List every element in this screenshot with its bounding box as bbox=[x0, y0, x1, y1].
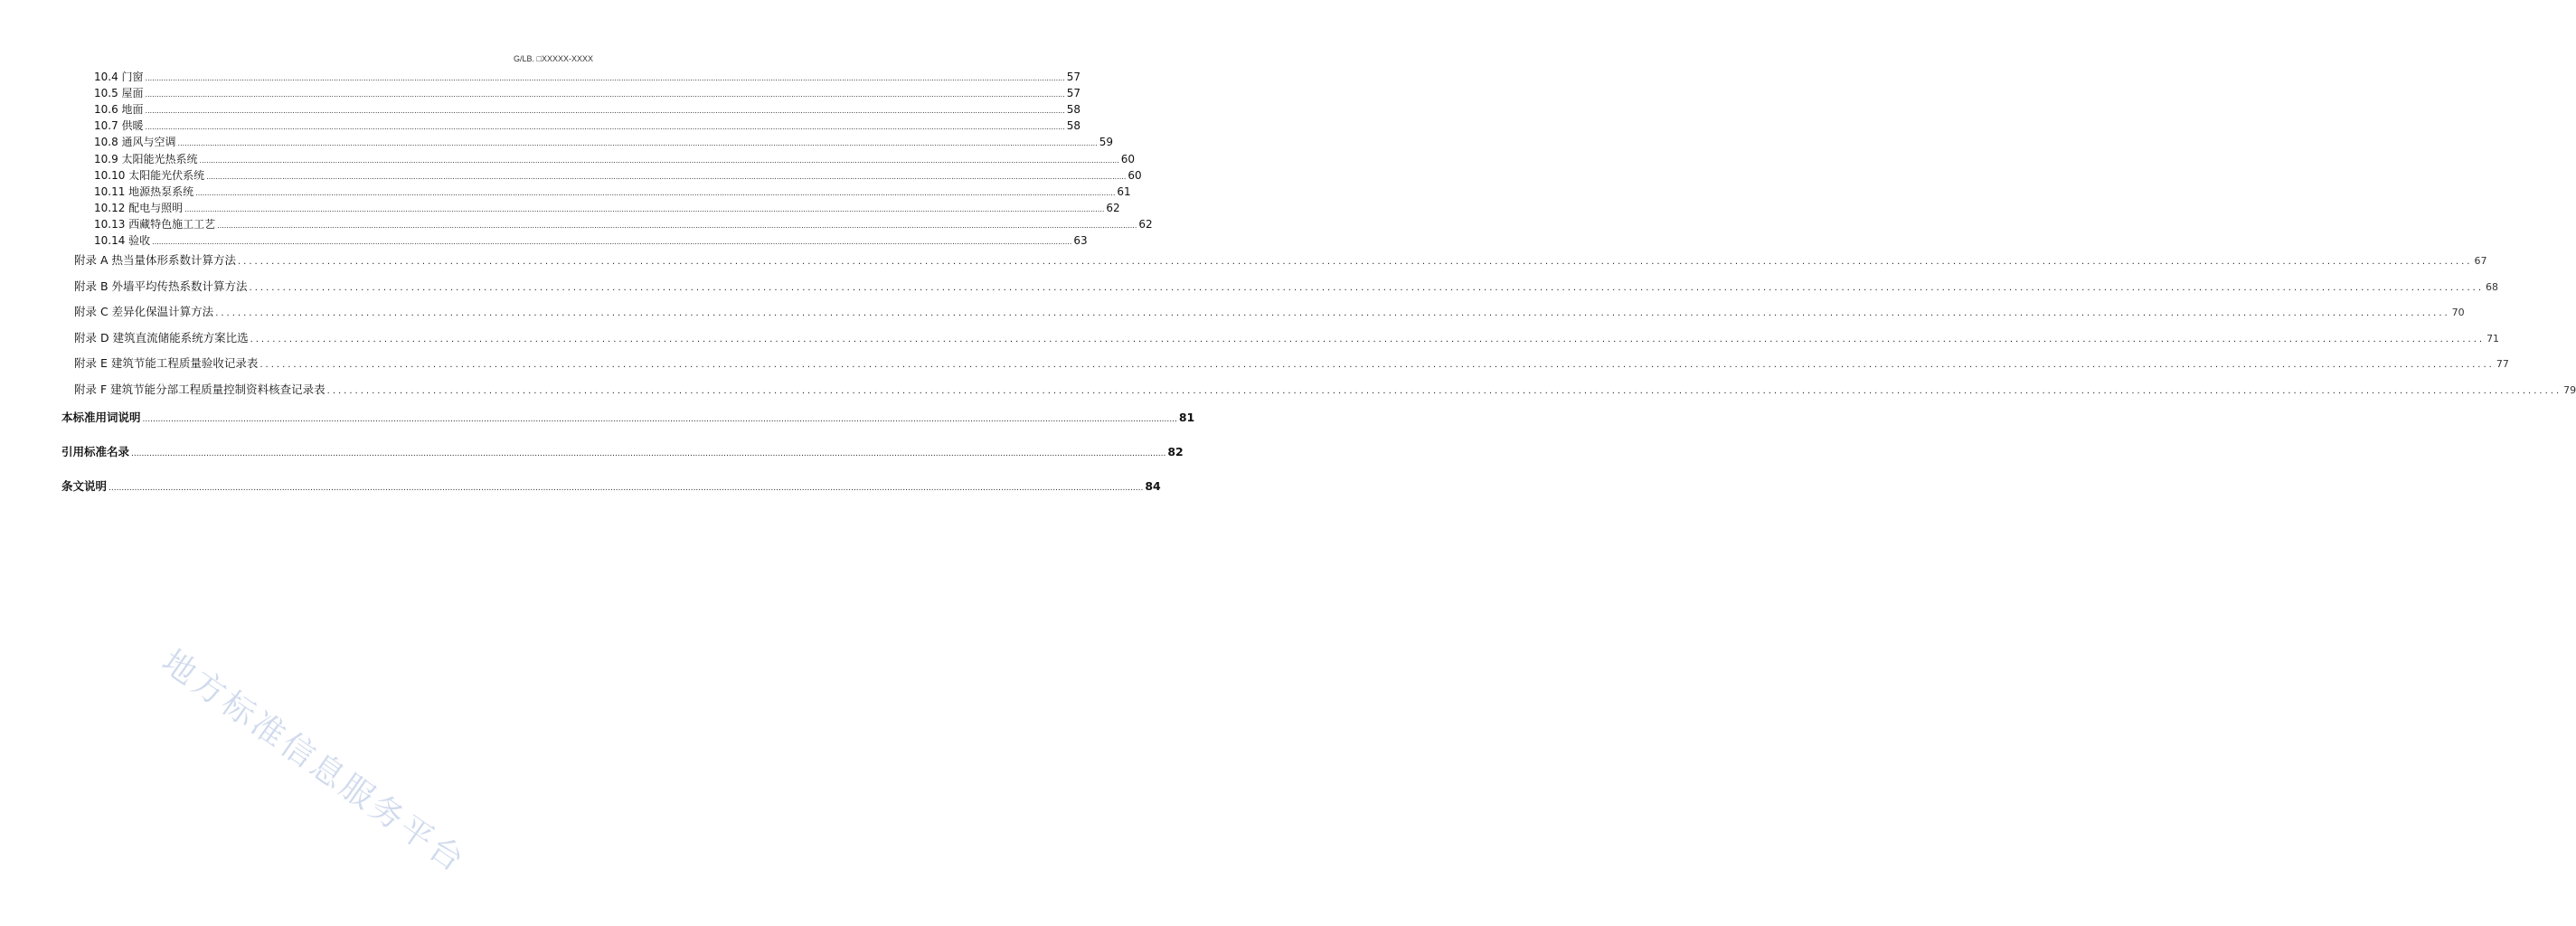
toc-entry-label: 10.6 地面 bbox=[94, 103, 144, 117]
toc-entry-label: 本标准用词说明 bbox=[61, 411, 141, 424]
toc-entry-label: 10.7 供暖 bbox=[94, 119, 144, 133]
toc-entry-label: 附录 C 差异化保温计算方法 bbox=[74, 305, 214, 319]
toc-entry-label: 10.10 太阳能光伏系统 bbox=[94, 168, 205, 182]
dot-leader: ................................................................................................................................................................................................................................................................................................................................................................................................................ bbox=[142, 415, 1177, 424]
dot-leader: ................................................................................................................................................................................................................................................................................................................................................................................................................ bbox=[250, 334, 2486, 345]
toc-entry-section[interactable] bbox=[61, 443, 1184, 461]
toc-entry-appendix[interactable] bbox=[74, 251, 2487, 269]
toc-entry-appendix[interactable] bbox=[74, 303, 2465, 321]
toc-page-number: 81 bbox=[1178, 411, 1195, 424]
dot-leader: ................................................................................................................................................................................................................................................................................................................................................................................................................ bbox=[145, 74, 1065, 82]
dot-leader: ................................................................................................................................................................................................................................................................................................................................................................................................................ bbox=[177, 139, 1098, 148]
toc-entry-label: 附录 E 建筑节能工程质量验收记录表 bbox=[74, 356, 259, 371]
toc-entry-label: 引用标准名录 bbox=[61, 445, 130, 458]
dot-leader: ................................................................................................................................................................................................................................................................................................................................................................................................................ bbox=[145, 123, 1065, 132]
toc-entry-subsection[interactable] bbox=[94, 167, 1142, 184]
toc-entry-appendix[interactable] bbox=[74, 329, 2500, 347]
toc-page-number: 82 bbox=[1167, 445, 1184, 458]
toc-entry-label: 10.12 配电与照明 bbox=[94, 201, 184, 214]
toc-page-number: 57 bbox=[1066, 87, 1081, 100]
dot-leader: ................................................................................................................................................................................................................................................................................................................................................................................................................ bbox=[215, 308, 2450, 319]
toc-entry-section[interactable] bbox=[61, 477, 1161, 496]
toc-page-number: 60 bbox=[1128, 168, 1142, 182]
toc-entry-label: 附录 A 热当量体形系数计算方法 bbox=[74, 253, 236, 267]
toc-entry-subsection[interactable] bbox=[94, 69, 1081, 85]
toc-page-number: 58 bbox=[1066, 119, 1081, 133]
toc-entry-label: 10.4 门窗 bbox=[94, 71, 144, 83]
toc-entry-subsection[interactable] bbox=[94, 118, 1081, 134]
dot-leader: ................................................................................................................................................................................................................................................................................................................................................................................................................ bbox=[217, 221, 1137, 230]
toc-page-number: 77 bbox=[2496, 358, 2509, 371]
dot-leader: ................................................................................................................................................................................................................................................................................................................................................................................................................ bbox=[199, 156, 1119, 165]
toc-entry-subsection[interactable] bbox=[94, 232, 1088, 249]
dot-leader: ................................................................................................................................................................................................................................................................................................................................................................................................................ bbox=[131, 449, 1166, 458]
toc-entry-subsection[interactable] bbox=[94, 216, 1153, 232]
toc-entry-subsection[interactable] bbox=[94, 101, 1081, 118]
dot-leader: ................................................................................................................................................................................................................................................................................................................................................................................................................ bbox=[238, 257, 2473, 267]
toc-page-number: 68 bbox=[2486, 280, 2499, 293]
toc-entry-label: 10.11 地源热泵系统 bbox=[94, 184, 194, 198]
toc-entry-section[interactable] bbox=[61, 409, 1195, 427]
toc-page-number: 60 bbox=[1120, 152, 1136, 165]
toc-page-number: 71 bbox=[2486, 332, 2500, 345]
toc-entry-subsection[interactable] bbox=[94, 200, 1120, 216]
toc-page-number: 59 bbox=[1099, 136, 1114, 149]
dot-leader: ................................................................................................................................................................................................................................................................................................................................................................................................................ bbox=[249, 282, 2485, 293]
toc-entry-label: 10.13 西藏特色施工工艺 bbox=[94, 217, 216, 231]
toc-entry-subsection[interactable] bbox=[94, 184, 1131, 200]
toc-page-number: 61 bbox=[1117, 184, 1131, 198]
toc-entry-label: 附录 B 外墙平均传热系数计算方法 bbox=[74, 279, 248, 293]
toc-entry-label: 10.9 太阳能光热系统 bbox=[94, 152, 198, 165]
dot-leader: ................................................................................................................................................................................................................................................................................................................................................................................................................ bbox=[145, 90, 1065, 99]
dot-leader: ................................................................................................................................................................................................................................................................................................................................................................................................................ bbox=[326, 386, 2562, 396]
toc-entry-subsection[interactable] bbox=[94, 134, 1114, 150]
toc-page-number: 57 bbox=[1066, 71, 1081, 83]
toc-page-number: 62 bbox=[1106, 201, 1120, 214]
toc-entry-subsection[interactable] bbox=[94, 151, 1136, 167]
toc-page-number: 58 bbox=[1066, 103, 1081, 117]
toc-page-number: 67 bbox=[2474, 255, 2487, 267]
toc-page-number: 79 bbox=[2563, 384, 2576, 396]
dot-leader: ................................................................................................................................................................................................................................................................................................................................................................................................................ bbox=[184, 204, 1105, 213]
toc-entry-label: 附录 F 建筑节能分部工程质量控制资料核查记录表 bbox=[74, 383, 326, 396]
toc-page-number: 84 bbox=[1145, 479, 1161, 493]
toc-entry-label: 条文说明 bbox=[61, 479, 108, 493]
dot-leader: ................................................................................................................................................................................................................................................................................................................................................................................................................ bbox=[195, 188, 1116, 197]
toc-entry-appendix[interactable] bbox=[74, 381, 2576, 399]
document-code-header: G/LB. □XXXXX-XXXX bbox=[514, 54, 593, 63]
dot-leader: ................................................................................................................................................................................................................................................................................................................................................................................................................ bbox=[145, 107, 1065, 116]
toc-page-number: 70 bbox=[2451, 307, 2465, 319]
watermark-text: 地方标准信息服务平台 bbox=[155, 643, 473, 882]
toc-entry-label: 10.14 验收 bbox=[94, 234, 151, 247]
toc-page-number: 63 bbox=[1073, 234, 1088, 247]
dot-leader: ................................................................................................................................................................................................................................................................................................................................................................................................................ bbox=[109, 484, 1144, 493]
toc-entry-label: 10.5 屋面 bbox=[94, 87, 144, 100]
toc-entry-appendix[interactable] bbox=[74, 278, 2499, 296]
toc-page-number: 62 bbox=[1138, 217, 1153, 231]
toc-entry-appendix[interactable] bbox=[74, 354, 2509, 373]
toc-entry-label: 10.8 通风与空调 bbox=[94, 136, 176, 149]
toc-entry-label: 附录 D 建筑直流储能系统方案比选 bbox=[74, 330, 249, 345]
dot-leader: ................................................................................................................................................................................................................................................................................................................................................................................................................ bbox=[206, 172, 1127, 181]
dot-leader: ................................................................................................................................................................................................................................................................................................................................................................................................................ bbox=[152, 238, 1072, 246]
dot-leader: ................................................................................................................................................................................................................................................................................................................................................................................................................ bbox=[259, 360, 2495, 371]
toc-entry-subsection[interactable] bbox=[94, 85, 1081, 101]
